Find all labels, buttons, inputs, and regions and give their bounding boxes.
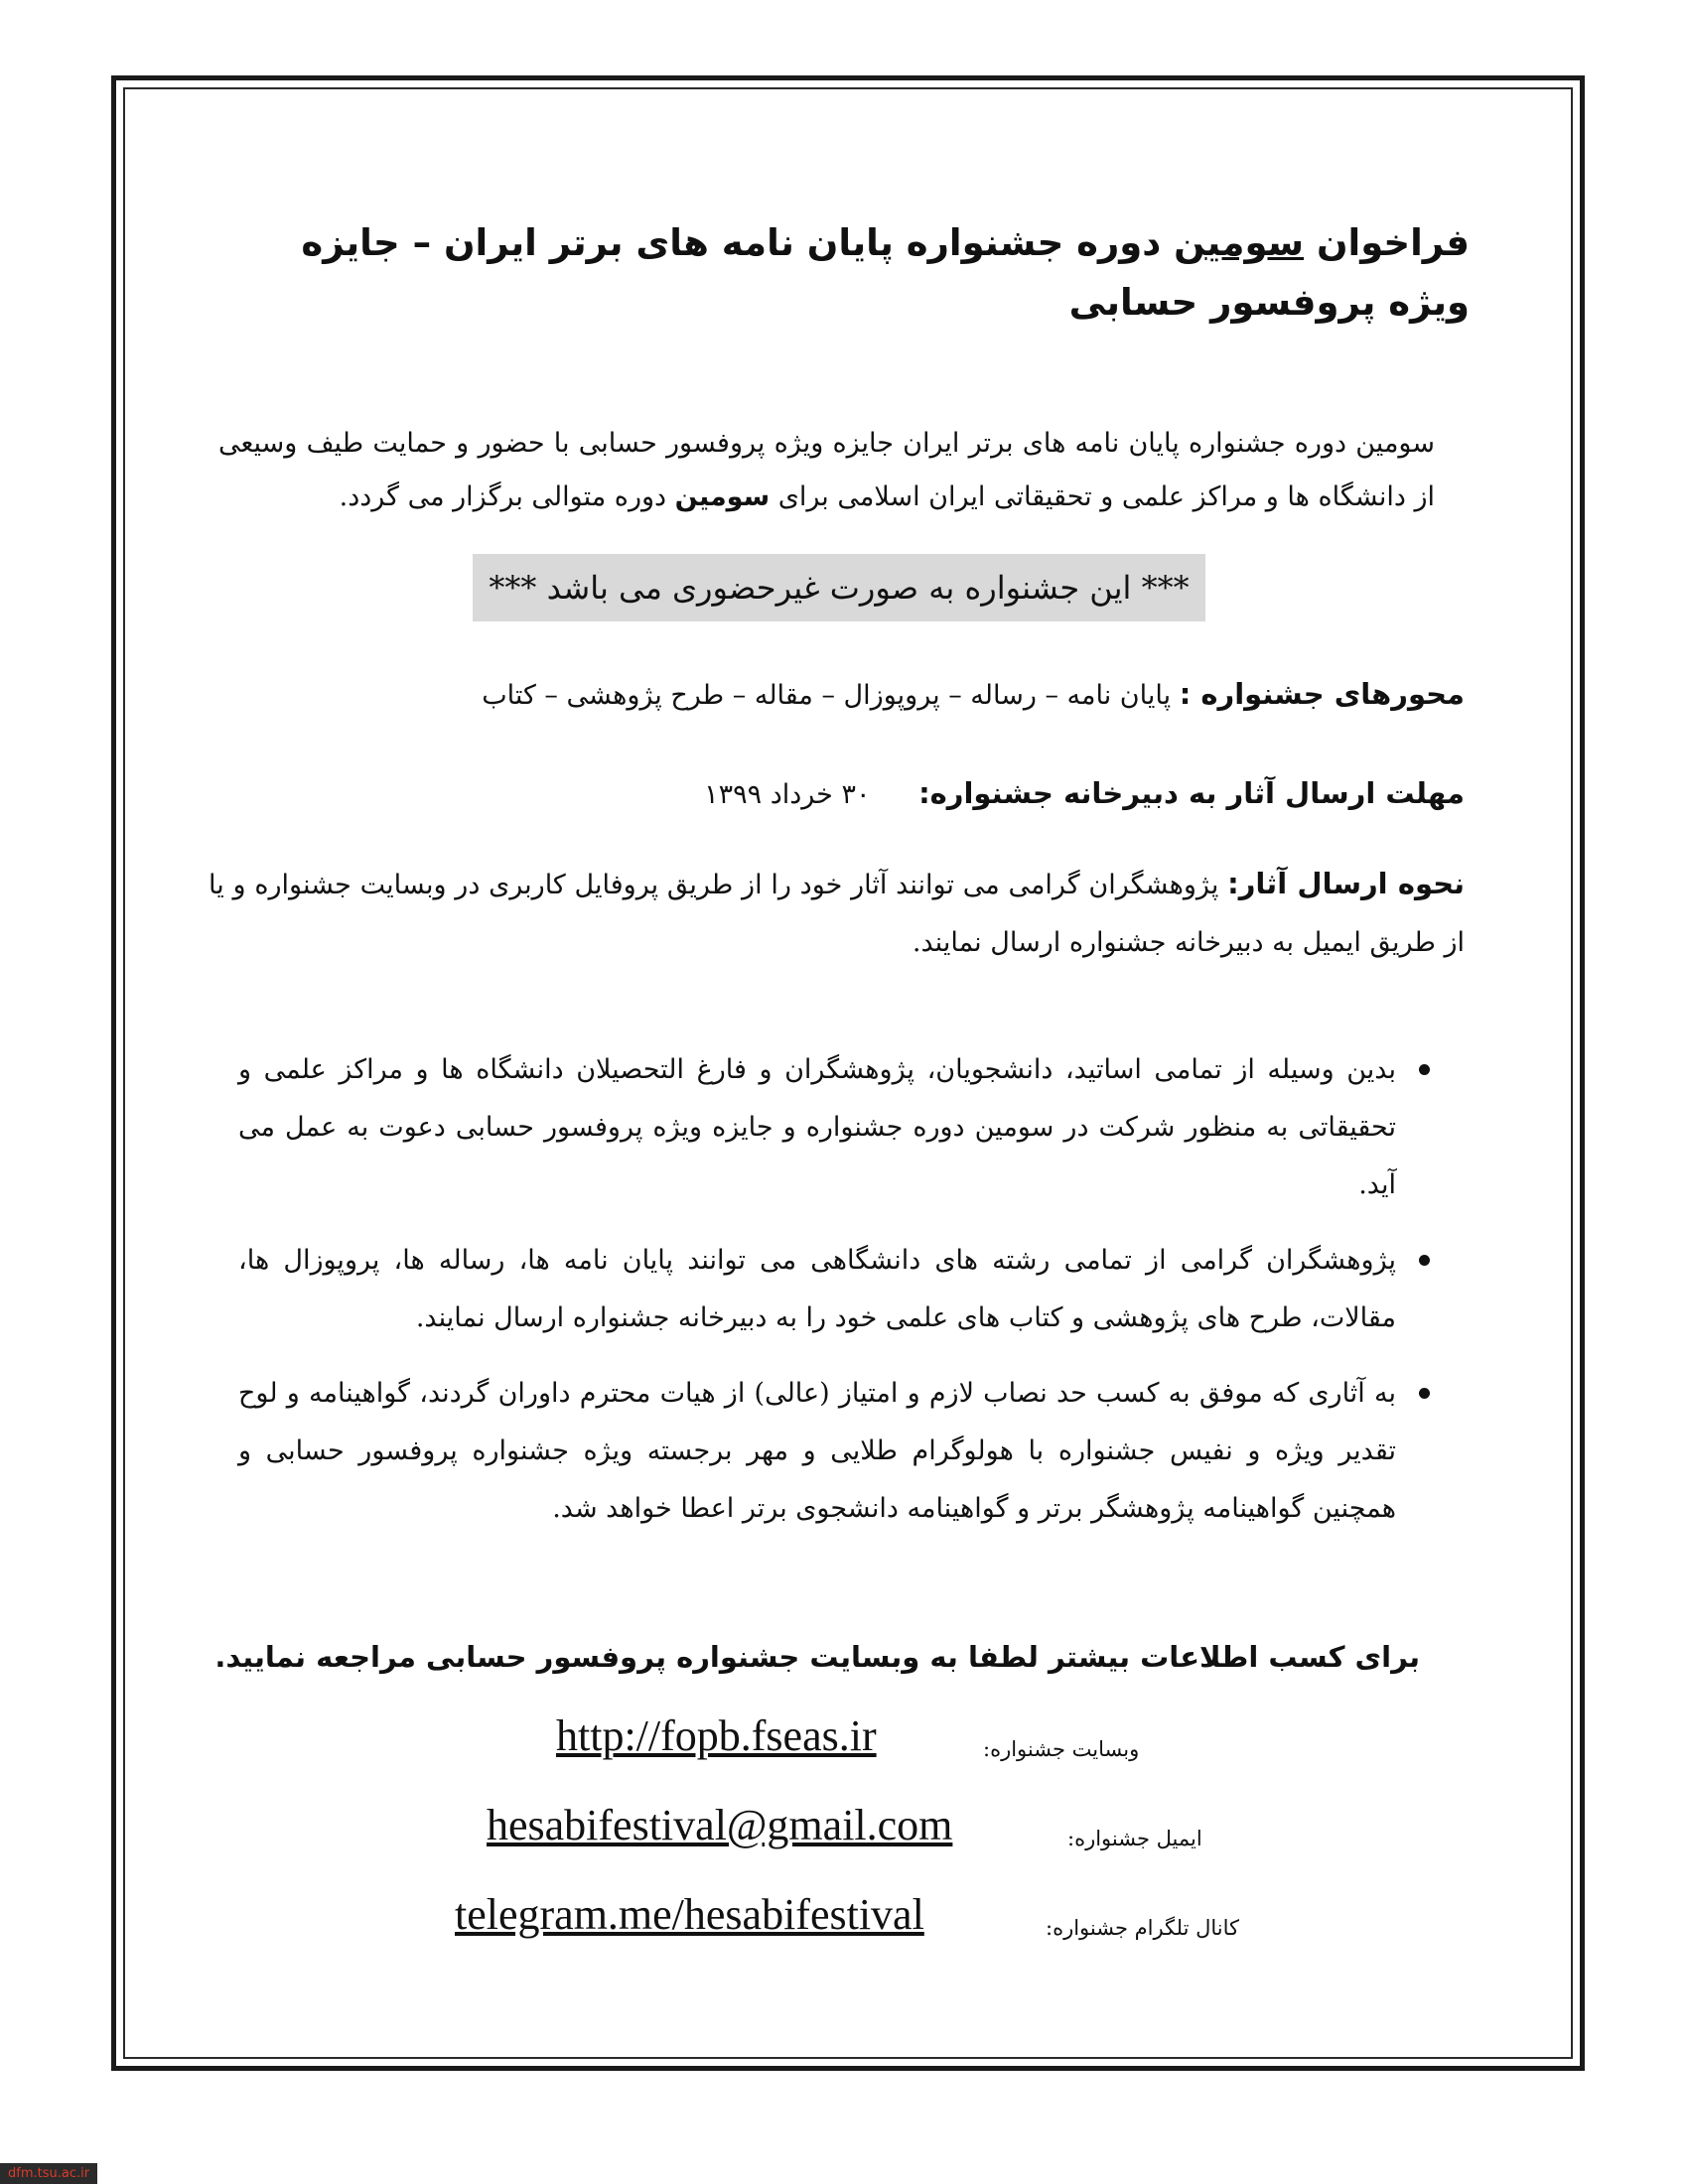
title-part2: دوره جشنواره پایان نامه های برتر ایران – جایزه ویژه پروفسور حسابی [301, 221, 1470, 324]
contact-telegram [455, 1886, 1269, 1946]
method-label: نحوه ارسال آثار: [1227, 867, 1465, 900]
list-item [238, 1041, 1430, 1214]
website-link[interactable]: http://fopb.fseas.ir [556, 1711, 877, 1760]
intro-paragraph [209, 417, 1470, 524]
deadline-value: ۳۰ خرداد ۱۳۹۹ [704, 779, 871, 810]
email-link[interactable]: hesabifestival@gmail.com [487, 1801, 953, 1849]
intro-bold-word: سومین [674, 481, 771, 512]
intro-text-2: دوره متوالی برگزار می گردد. [339, 481, 667, 512]
title-part1: فراخوان [1316, 221, 1470, 264]
bullet-icon [1419, 1064, 1430, 1075]
list-item-text: بدین وسیله از تمامی اساتید، دانشجویان، پژوهشگران و فارغ التحصیلان دانشگاه ها و مراکز علمی و تحقیقاتی به منظور شرکت در سومین دوره جشنواره و جایزه ویژه پروفسور حسابی دعوت به عمل می آید. [238, 1054, 1396, 1200]
notice-banner: *** این جشنواره به صورت غیرحضوری می باشد *** [473, 554, 1204, 621]
list-item [238, 1365, 1430, 1538]
list-item-text: به آثاری که موفق به کسب حد نصاب لازم و امتیاز (عالی) از هیات محترم داوران گردند، گواهینامه و لوح تقدیر ویژه و نفیس جشنواره با هولوگرام طلایی و مهر برجسته ویژه جشنواره پروفسور حسابی و همچنین گواهینامه پژوهشگر برتر و گواهینامه دانشجوی برتر اعطا خواهد شد. [238, 1378, 1396, 1524]
intro-text-1: سومین دوره جشنواره پایان نامه های برتر ایران جایزه ویژه پروفسور حسابی با حضور و حمایت طیف وسیعی از دانشگاه ها و مراکز علمی و تحقیقاتی ایران اسلامی برای [218, 428, 1435, 512]
page-title [209, 213, 1470, 333]
telegram-link[interactable]: telegram.me/hesabifestival [455, 1890, 924, 1939]
contact-website [556, 1707, 1152, 1767]
bullet-icon [1419, 1255, 1430, 1266]
title-underlined-word: سومین [1174, 221, 1305, 264]
email-label: ایمیل جشنواره: [1067, 1827, 1202, 1850]
method-value: پژوهشگران گرامی می توانند آثار خود را از طریق پروفایل کاربری در وبسایت جشنواره و یا از طریق ایمیل به دبیرخانه جشنواره ارسال نمایند. [209, 870, 1465, 958]
submission-method [209, 855, 1470, 972]
list-item-text: پژوهشگران گرامی از تمامی رشته های دانشگاهی می توانند پایان نامه ها، رساله ها، پروپوزال ها، مقالات، طرح های پژوهشی و کتاب های علمی خود را به دبیرخانه جشنواره ارسال نمایند. [238, 1245, 1396, 1333]
festival-axes [209, 669, 1470, 721]
list-item [238, 1232, 1430, 1347]
deadline-label: مهلت ارسال آثار به دبیرخانه جشنواره: [918, 776, 1465, 810]
axes-label: محورهای جشنواره : [1179, 677, 1465, 711]
telegram-label: کانال تلگرام جشنواره: [1046, 1916, 1240, 1940]
bullet-list [209, 1041, 1470, 1538]
deadline [209, 768, 1470, 820]
axes-value: پایان نامه – رساله – پروپوزال – مقاله – طرح پژوهشی – کتاب [482, 680, 1172, 711]
notice-container [209, 554, 1470, 621]
contact-email [487, 1797, 1261, 1856]
call-to-action: برای کسب اطلاعات بیشتر لطفا به وبسایت جشنواره پروفسور حسابی مراجعه نمایید. [214, 1640, 1420, 1674]
bullet-icon [1419, 1388, 1430, 1399]
site-watermark: dfm.tsu.ac.ir [0, 2163, 97, 2184]
website-label: وبسایت جشنواره: [983, 1737, 1140, 1761]
